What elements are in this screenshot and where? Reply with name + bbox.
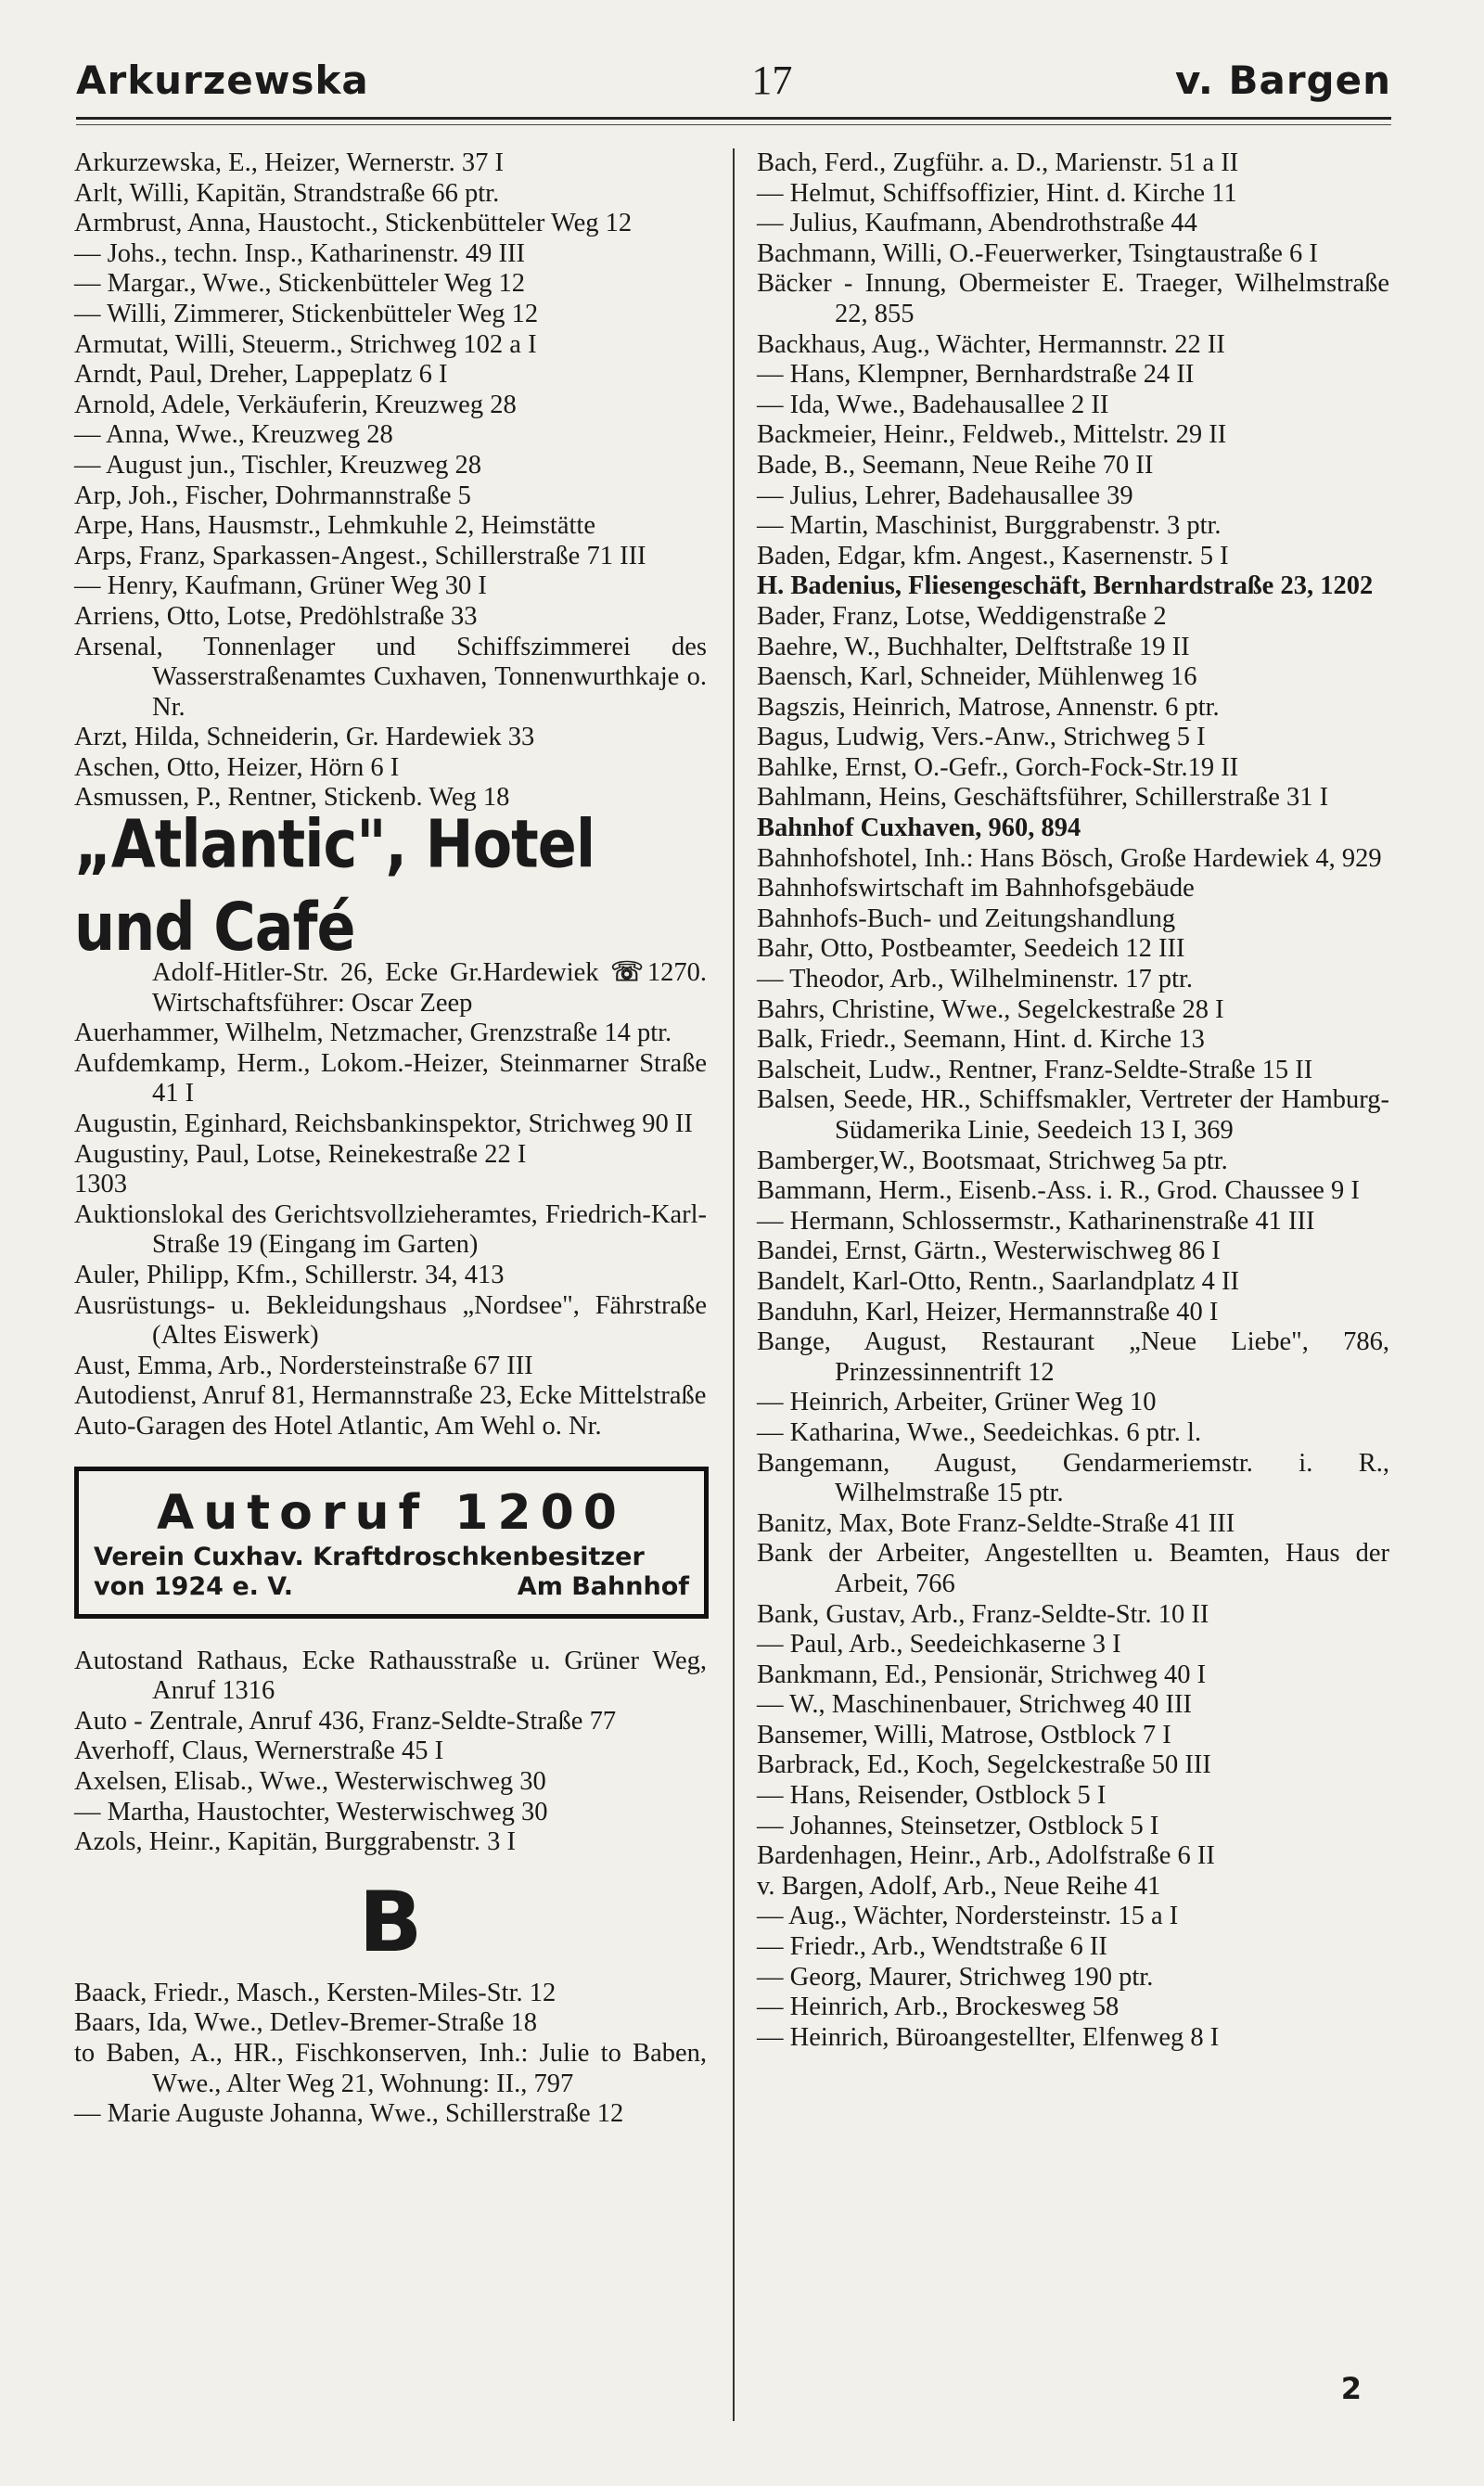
ad-line-2-right: Am Bahnhof: [517, 1571, 689, 1601]
page-header: [76, 52, 1391, 108]
directory-entry: Bank, Gustav, Arb., Franz-Seldte-Str. 10 II: [757, 1599, 1209, 1629]
directory-entry: Auto-Garagen des Hotel Atlantic, Am Wehl o. Nr.: [74, 1411, 602, 1441]
directory-entry: — Johs., techn. Insp., Katharinenstr. 49 III: [74, 238, 525, 268]
directory-entry: Bahlke, Ernst, O.-Gefr., Gorch-Fock-Str.19 II: [757, 752, 1239, 782]
telephone-icon: ☏: [610, 958, 642, 988]
directory-entry: — Hans, Klempner, Bernhardstraße 24 II: [757, 360, 1195, 390]
directory-entry: Baden, Edgar, kfm. Angest., Kasernenstr. 5 I: [757, 541, 1229, 570]
entry-list-a: [74, 148, 707, 814]
directory-entry: Bagszis, Heinrich, Matrose, Annenstr. 6 ptr.: [757, 692, 1220, 722]
atlantic-address: Adolf-Hitler-Str. 26, Ecke Gr.Hardewiek: [152, 958, 599, 988]
directory-entry: Armbrust, Anna, Haustocht., Stickenbütteler Weg 12: [74, 209, 633, 238]
atlantic-manager: Wirtschaftsführer: Oscar Zeep: [152, 988, 473, 1018]
atlantic-title: „Atlantic", Hotel und Café: [74, 804, 595, 967]
entry-list-c: [74, 1647, 707, 1858]
directory-entry: Autostand Rathaus, Ecke Rathausstraße u. Grüner Weg, Anruf 1316: [74, 1646, 707, 1706]
directory-entry: Bach, Ferd., Zugführ. a. D., Marienstr. 51 a II: [757, 148, 1239, 177]
directory-entry: Bagus, Ludwig, Vers.-Anw., Strichweg 5 I: [757, 723, 1206, 752]
directory-entry: Auktionslokal des Gerichtsvollzieheramtes, Friedrich-Karl-Straße 19 (Eingang im Garten): [74, 1199, 707, 1260]
directory-entry: — Willi, Zimmerer, Stickenbütteler Weg 12: [74, 299, 539, 328]
directory-entry: — Julius, Kaufmann, Abendrothstraße 44: [757, 209, 1197, 238]
directory-entry: Averhoff, Claus, Wernerstraße 45 I: [74, 1736, 444, 1766]
directory-entry: — Georg, Maurer, Strichweg 190 ptr.: [757, 1962, 1154, 1992]
directory-entry: Augustin, Eginhard, Reichsbankinspektor, Strichweg 90 II: [74, 1109, 693, 1139]
directory-entry: Baack, Friedr., Masch., Kersten-Miles-Str. 12: [74, 1978, 556, 2007]
directory-entry: Baehre, W., Buchhalter, Delftstraße 19 II: [757, 632, 1190, 661]
ad-title: Autoruf 1200: [157, 1484, 626, 1541]
directory-entry: Auerhammer, Wilhelm, Netzmacher, Grenzstraße 14 ptr.: [74, 1019, 672, 1048]
directory-entry: Balk, Friedr., Seemann, Hint. d. Kirche 13: [757, 1025, 1205, 1055]
directory-entry: Bange, August, Restaurant „Neue Liebe", 786, Prinzessinnentrift 12: [757, 1327, 1389, 1387]
ad-line-2-left: von 1924 e. V.: [94, 1571, 293, 1601]
directory-entry: Banduhn, Karl, Heizer, Hermannstraße 40 I: [757, 1297, 1219, 1326]
directory-entry: Banitz, Max, Bote Franz-Seldte-Straße 41 III: [757, 1508, 1235, 1538]
directory-entry: Bammann, Herm., Eisenb.-Ass. i. R., Grod. Chaussee 9 I: [757, 1176, 1360, 1206]
directory-entry: Bahrs, Christine, Wwe., Segelckestraße 28 I: [757, 994, 1224, 1024]
page-number: 17: [751, 57, 793, 103]
directory-entry: — Heinrich, Arb., Brockesweg 58: [757, 1993, 1119, 2022]
directory-entry: — Heinrich, Arbeiter, Grüner Weg 10: [757, 1388, 1157, 1417]
entry-list-e: [757, 148, 1389, 2053]
directory-entry: Arnold, Adele, Verkäuferin, Kreuzweg 28: [74, 390, 517, 419]
column-divider: [733, 148, 735, 2421]
directory-entry: Bangemann, August, Gendarmeriemstr. i. R., Wilhelmstraße 15 ptr.: [757, 1448, 1389, 1508]
directory-entry: Auto - Zentrale, Anruf 436, Franz-Seldte-Straße 77: [74, 1706, 617, 1736]
directory-entry: Bahnhofshotel, Inh.: Hans Bösch, Große Hardewiek 4, 929: [757, 843, 1382, 873]
directory-entry: Ausrüstungs- u. Bekleidungshaus „Nordsee", Fährstraße (Altes Eiswerk): [74, 1290, 707, 1351]
directory-entry: — Henry, Kaufmann, Grüner Weg 30 I: [74, 571, 487, 601]
left-column: [74, 148, 707, 2130]
directory-entry: Balscheit, Ludw., Rentner, Franz-Seldte-Straße 15 II: [757, 1055, 1313, 1084]
entry-list-d: [74, 1979, 707, 2130]
header-last-entry: v. Bargen: [1174, 57, 1391, 103]
directory-entry: Backmeier, Heinr., Feldweb., Mittelstr. 29 II: [757, 420, 1227, 450]
ad-line-1: Verein Cuxhav. Kraftdroschkenbesitzer: [94, 1542, 645, 1571]
directory-entry: Bandei, Ernst, Gärtn., Westerwischweg 86 I: [757, 1237, 1221, 1266]
directory-entry: Bahnhof Cuxhaven, 960, 894: [757, 814, 1081, 843]
directory-entry: Bandelt, Karl-Otto, Rentn., Saarlandplatz 4 II: [757, 1266, 1239, 1296]
directory-entry: Arp, Joh., Fischer, Dohrmannstraße 5: [74, 481, 471, 510]
directory-entry: — Julius, Lehrer, Badehausallee 39: [757, 481, 1133, 510]
ad-line-2: [94, 1572, 689, 1602]
directory-entry: — Theodor, Arb., Wilhelminenstr. 17 ptr.: [757, 965, 1194, 994]
directory-entry: Arzt, Hilda, Schneiderin, Gr. Hardewiek 33: [74, 723, 535, 752]
directory-entry: Aufdemkamp, Herm., Lokom.-Heizer, Steinmarner Straße 41 I: [74, 1048, 707, 1108]
directory-entry: Aust, Emma, Arb., Nordersteinstraße 67 III: [74, 1351, 533, 1380]
directory-entry: — Johannes, Steinsetzer, Ostblock 5 I: [757, 1811, 1159, 1840]
section-letter: B: [358, 1873, 423, 1971]
directory-entry: Azols, Heinr., Kapitän, Burggrabenstr. 3 I: [74, 1827, 516, 1857]
directory-entry: Aschen, Otto, Heizer, Hörn 6 I: [74, 752, 400, 782]
directory-entry: Asmussen, P., Rentner, Stickenb. Weg 18: [74, 783, 510, 813]
atlantic-advertisement: [74, 804, 707, 1019]
directory-entry: Arpe, Hans, Hausmstr., Lehmkuhle 2, Heimstätte: [74, 511, 595, 541]
directory-entry: — Hermann, Schlossermstr., Katharinenstraße 41 III: [757, 1206, 1315, 1236]
directory-entry: — Heinrich, Büroangestellter, Elfenweg 8 I: [757, 2022, 1220, 2052]
directory-entry: Bader, Franz, Lotse, Weddigenstraße 2: [757, 601, 1167, 631]
directory-entry: — Katharina, Wwe., Seedeichkas. 6 ptr. l.: [757, 1417, 1202, 1447]
directory-entry: Arriens, Otto, Lotse, Predöhlstraße 33: [74, 601, 478, 631]
header-rule-thin: [76, 124, 1391, 125]
directory-entry: Bade, B., Seemann, Neue Reihe 70 II: [757, 450, 1154, 480]
directory-entry: Bamberger,W., Bootsmaat, Strichweg 5a ptr.: [757, 1146, 1228, 1175]
footer-number: 2: [1340, 2371, 1362, 2406]
directory-entry: Bankmann, Ed., Pensionär, Strichweg 40 I: [757, 1659, 1207, 1689]
right-column: [757, 148, 1389, 2053]
directory-entry: H. Badenius, Fliesengeschäft, Bernhardstraße 23, 1202: [757, 571, 1374, 601]
directory-entry: — August jun., Tischler, Kreuzweg 28: [74, 450, 482, 480]
directory-entry: Baensch, Karl, Schneider, Mühlenweg 16: [757, 662, 1197, 692]
directory-entry: Axelsen, Elisab., Wwe., Westerwischweg 30: [74, 1766, 546, 1796]
directory-entry: Bachmann, Willi, O.-Feuerwerker, Tsingtaustraße 6 I: [757, 238, 1318, 268]
directory-entry: Bardenhagen, Heinr., Arb., Adolfstraße 6 II: [757, 1841, 1215, 1871]
directory-entry: Auler, Philipp, Kfm., Schillerstr. 34, 413: [74, 1261, 505, 1289]
directory-entry: Bahr, Otto, Postbeamter, Seedeich 12 III: [757, 934, 1185, 964]
directory-entry: Arlt, Willi, Kapitän, Strandstraße 66 ptr.: [74, 178, 500, 208]
directory-entry: — Martin, Maschinist, Burggrabenstr. 3 ptr.: [757, 511, 1222, 541]
directory-entry: Arkurzewska, E., Heizer, Wernerstr. 37 I: [74, 148, 504, 177]
directory-entry: — Marie Auguste Johanna, Wwe., Schillerstraße 12: [74, 2099, 624, 2129]
directory-entry: — Ida, Wwe., Badehausallee 2 II: [757, 390, 1109, 419]
directory-entry: Bank der Arbeiter, Angestellten u. Beamten, Haus der Arbeit, 766: [757, 1539, 1389, 1598]
directory-entry: Armutat, Willi, Steuerm., Strichweg 102 a I: [74, 329, 537, 359]
directory-entry: Bäcker - Innung, Obermeister E. Traeger, Wilhelmstraße 22, 855: [757, 269, 1389, 328]
atlantic-phone: 1270.: [646, 958, 707, 988]
directory-entry: Autodienst, Anruf 81, Hermannstraße 23, Ecke Mittelstraße: [74, 1381, 707, 1411]
directory-entry: Backhaus, Aug., Wächter, Hermannstr. 22 II: [757, 329, 1225, 359]
directory-entry: — Hans, Reisender, Ostblock 5 I: [757, 1781, 1107, 1811]
directory-entry: Baars, Ida, Wwe., Detlev-Bremer-Straße 18: [74, 2008, 538, 2038]
directory-entry: — Paul, Arb., Seedeichkaserne 3 I: [757, 1630, 1121, 1659]
directory-entry: Barbrack, Ed., Koch, Segelckestraße 50 III: [757, 1750, 1211, 1780]
autoruf-advertisement: [74, 1467, 709, 1619]
directory-entry: — W., Maschinenbauer, Strichweg 40 III: [757, 1690, 1192, 1720]
directory-entry: Bansemer, Willi, Matrose, Ostblock 7 I: [757, 1720, 1171, 1749]
directory-entry: Arsenal, Tonnenlager und Schiffszimmerei des Wasserstraßenamtes Cuxhaven, Tonnenwurthkaje o. Nr.: [74, 632, 707, 722]
directory-entry: to Baben, A., HR., Fischkonserven, Inh.: Julie to Baben, Wwe., Alter Weg 21, Wohnung: II., 797: [74, 2038, 707, 2098]
header-rule: [76, 117, 1391, 120]
directory-entry: Bahlmann, Heins, Geschäftsführer, Schillerstraße 31 I: [757, 783, 1329, 813]
directory-entry: — Margar., Wwe., Stickenbütteler Weg 12: [74, 269, 526, 299]
directory-entry: Arndt, Paul, Dreher, Lappeplatz 6 I: [74, 360, 448, 390]
directory-entry: — Helmut, Schiffsoffizier, Hint. d. Kirche 11: [757, 178, 1237, 208]
directory-entry: Balsen, Seede, HR., Schiffsmakler, Vertreter der Hamburg-Südamerika Linie, Seedeich 13 I, 369: [757, 1085, 1389, 1145]
directory-entry: — Aug., Wächter, Nordersteinstr. 15 a I: [757, 1902, 1179, 1931]
directory-entry: Arps, Franz, Sparkassen-Angest., Schillerstraße 71 III: [74, 541, 646, 570]
header-first-entry: Arkurzewska: [76, 57, 369, 103]
directory-entry: Bahnhofswirtschaft im Bahnhofsgebäude: [757, 874, 1195, 903]
directory-entry: — Anna, Wwe., Kreuzweg 28: [74, 420, 393, 450]
directory-entry: — Martha, Haustochter, Westerwischweg 30: [74, 1797, 548, 1826]
directory-entry: Augustiny, Paul, Lotse, Reinekestraße 22 I: [74, 1139, 527, 1169]
directory-entry: 1303: [74, 1170, 127, 1199]
directory-entry: Bahnhofs-Buch- und Zeitungshandlung: [757, 903, 1176, 933]
entry-list-b: [74, 1019, 707, 1442]
directory-entry: v. Bargen, Adolf, Arb., Neue Reihe 41: [757, 1871, 1161, 1901]
directory-entry: — Friedr., Arb., Wendtstraße 6 II: [757, 1932, 1107, 1962]
